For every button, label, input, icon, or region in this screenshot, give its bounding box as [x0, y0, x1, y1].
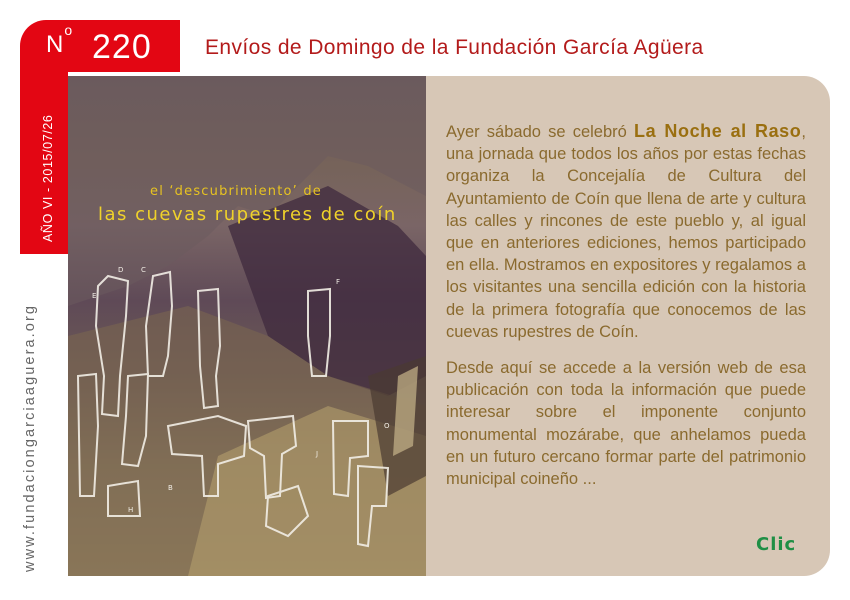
body-text	[446, 120, 806, 504]
svg-text:O: O	[384, 422, 390, 430]
issue-number-tab	[20, 20, 180, 72]
clic-link[interactable]: Clic	[756, 534, 797, 555]
event-name: La Noche al Raso	[633, 121, 802, 141]
svg-text:C: C	[141, 266, 146, 274]
photo-caption-line1: el ‘descubrimiento’ de	[150, 184, 322, 199]
cave-illustration	[68, 76, 426, 576]
website-url[interactable]: www.fundaciongarciaaguera.org	[22, 303, 38, 572]
paragraph-1: Ayer sábado se celebró La Noche al Raso, una jornada que todos los años por estas fechas organiza la Concejalía de Cultura del Ayuntamiento de Coín que llena de arte y cultura las calles y rincones de este pueblo y, al igual que en anteriores ediciones, hemos participado en ella. Mostramos en expositores y regalamos a los visitantes una sencilla edición con la historia de la primera fotografía que conocemos de las cuevas rupestres de Coín.	[446, 121, 806, 341]
issue-number-prefix: $N^o$	[46, 22, 73, 58]
svg-text:H: H	[128, 506, 134, 514]
issue-number: 220	[92, 28, 152, 66]
svg-text:F: F	[336, 278, 341, 286]
svg-text:E: E	[92, 292, 97, 300]
photo-caption-line2: las cuevas rupestres de coín	[98, 204, 397, 225]
svg-text:J: J	[316, 450, 319, 458]
svg-text:B: B	[168, 484, 173, 492]
paragraph-2: Desde aquí se accede a la versión web de esa publicación con toda la información que puede interesar sobre el imponente conjunto monumental mozárabe, que anhelamos pueda en un futuro cercano formar parte del patrimonio municipal coineño ...	[446, 359, 806, 489]
cave-photo	[68, 76, 426, 576]
issue-date-label: AÑO VI - 2015/07/26	[41, 114, 55, 242]
date-side-tab	[20, 72, 68, 254]
svg-text:D: D	[118, 266, 124, 274]
page-title: Envíos de Domingo de la Fundación García Agüera	[205, 36, 704, 59]
content-card	[68, 76, 830, 576]
